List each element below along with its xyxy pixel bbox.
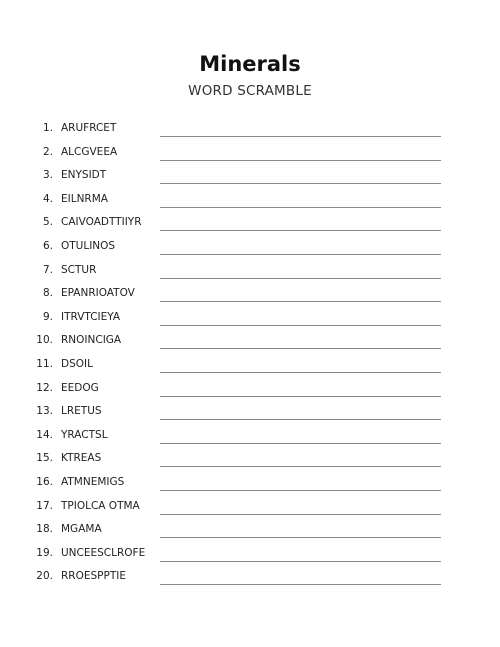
list-item — [0, 164, 500, 188]
scrambled-word: RNOINCIGA — [61, 334, 122, 347]
answer-line[interactable] — [160, 136, 441, 137]
answer-line[interactable] — [160, 443, 441, 444]
list-item — [0, 542, 500, 566]
scrambled-word: ENYSIDT — [61, 169, 107, 182]
list-item — [0, 424, 500, 448]
item-number: 10. — [36, 334, 53, 347]
list-item — [0, 329, 500, 353]
scrambled-word: OTULINOS — [61, 239, 116, 252]
item-number: 3. — [42, 169, 53, 182]
scrambled-word: EPANRIOATOV — [61, 287, 135, 300]
scrambled-word: CAIVOADTTIIYR — [61, 216, 142, 229]
answer-line[interactable] — [160, 419, 441, 420]
answer-line[interactable] — [160, 325, 441, 326]
answer-line[interactable] — [160, 207, 441, 208]
item-number: 18. — [36, 523, 53, 536]
answer-line[interactable] — [160, 348, 441, 349]
list-item — [0, 353, 500, 377]
item-number: 13. — [36, 405, 53, 418]
item-number: 15. — [36, 452, 53, 465]
scrambled-word: YRACTSL — [61, 428, 108, 441]
scramble-list — [0, 117, 500, 589]
item-number: 9. — [42, 310, 53, 323]
scrambled-word: ALCGVEEA — [61, 145, 118, 158]
list-item — [0, 495, 500, 519]
answer-line[interactable] — [160, 537, 441, 538]
list-item — [0, 377, 500, 401]
scrambled-word: TPIOLCA OTMA — [61, 499, 140, 512]
answer-line[interactable] — [160, 278, 441, 279]
scrambled-word: DSOIL — [61, 357, 93, 370]
scrambled-word: ARUFRCET — [61, 122, 117, 134]
list-item — [0, 235, 500, 259]
list-item — [0, 282, 500, 306]
list-item — [0, 188, 500, 212]
answer-line[interactable] — [160, 466, 441, 467]
answer-line[interactable] — [160, 561, 441, 562]
scrambled-word: SCTUR — [61, 263, 97, 276]
item-number: 11. — [36, 357, 53, 370]
list-item — [0, 117, 500, 141]
scrambled-word: EILNRMA — [61, 192, 108, 205]
answer-line[interactable] — [160, 490, 441, 491]
item-number: 4. — [42, 192, 53, 205]
item-number: 16. — [36, 475, 53, 488]
scrambled-word: KTREAS — [61, 452, 102, 465]
item-number: 12. — [36, 381, 53, 394]
scrambled-word: RROESPPTIE — [61, 570, 126, 583]
answer-line[interactable] — [160, 372, 441, 373]
answer-line[interactable] — [160, 183, 441, 184]
answer-line[interactable] — [160, 396, 441, 397]
item-number: 17. — [36, 499, 53, 512]
item-number: 14. — [36, 428, 53, 441]
item-number: 1. — [42, 122, 53, 134]
answer-line[interactable] — [160, 584, 441, 585]
answer-line[interactable] — [160, 160, 441, 161]
scrambled-word: LRETUS — [61, 405, 102, 418]
answer-line[interactable] — [160, 230, 441, 231]
list-item — [0, 211, 500, 235]
scrambled-word: MGAMA — [61, 523, 102, 536]
list-item — [0, 400, 500, 424]
page-title: Minerals — [199, 52, 301, 76]
page-subtitle: WORD SCRAMBLE — [188, 83, 312, 99]
list-item — [0, 447, 500, 471]
scrambled-word: UNCEESCLROFE — [61, 546, 146, 559]
scrambled-word: EEDOG — [61, 381, 99, 394]
scrambled-word: ATMNEMIGS — [61, 475, 125, 488]
item-number: 20. — [36, 570, 53, 583]
answer-line[interactable] — [160, 254, 441, 255]
item-number: 5. — [42, 216, 53, 229]
list-item — [0, 259, 500, 283]
answer-line[interactable] — [160, 301, 441, 302]
answer-line[interactable] — [160, 514, 441, 515]
item-number: 19. — [36, 546, 53, 559]
item-number: 8. — [42, 287, 53, 300]
list-item — [0, 141, 500, 165]
list-item — [0, 518, 500, 542]
list-item — [0, 471, 500, 495]
item-number: 7. — [42, 263, 53, 276]
item-number: 6. — [42, 239, 53, 252]
item-number: 2. — [42, 145, 53, 158]
list-item — [0, 565, 500, 589]
scrambled-word: ITRVTCIEYA — [61, 310, 121, 323]
list-item — [0, 306, 500, 330]
